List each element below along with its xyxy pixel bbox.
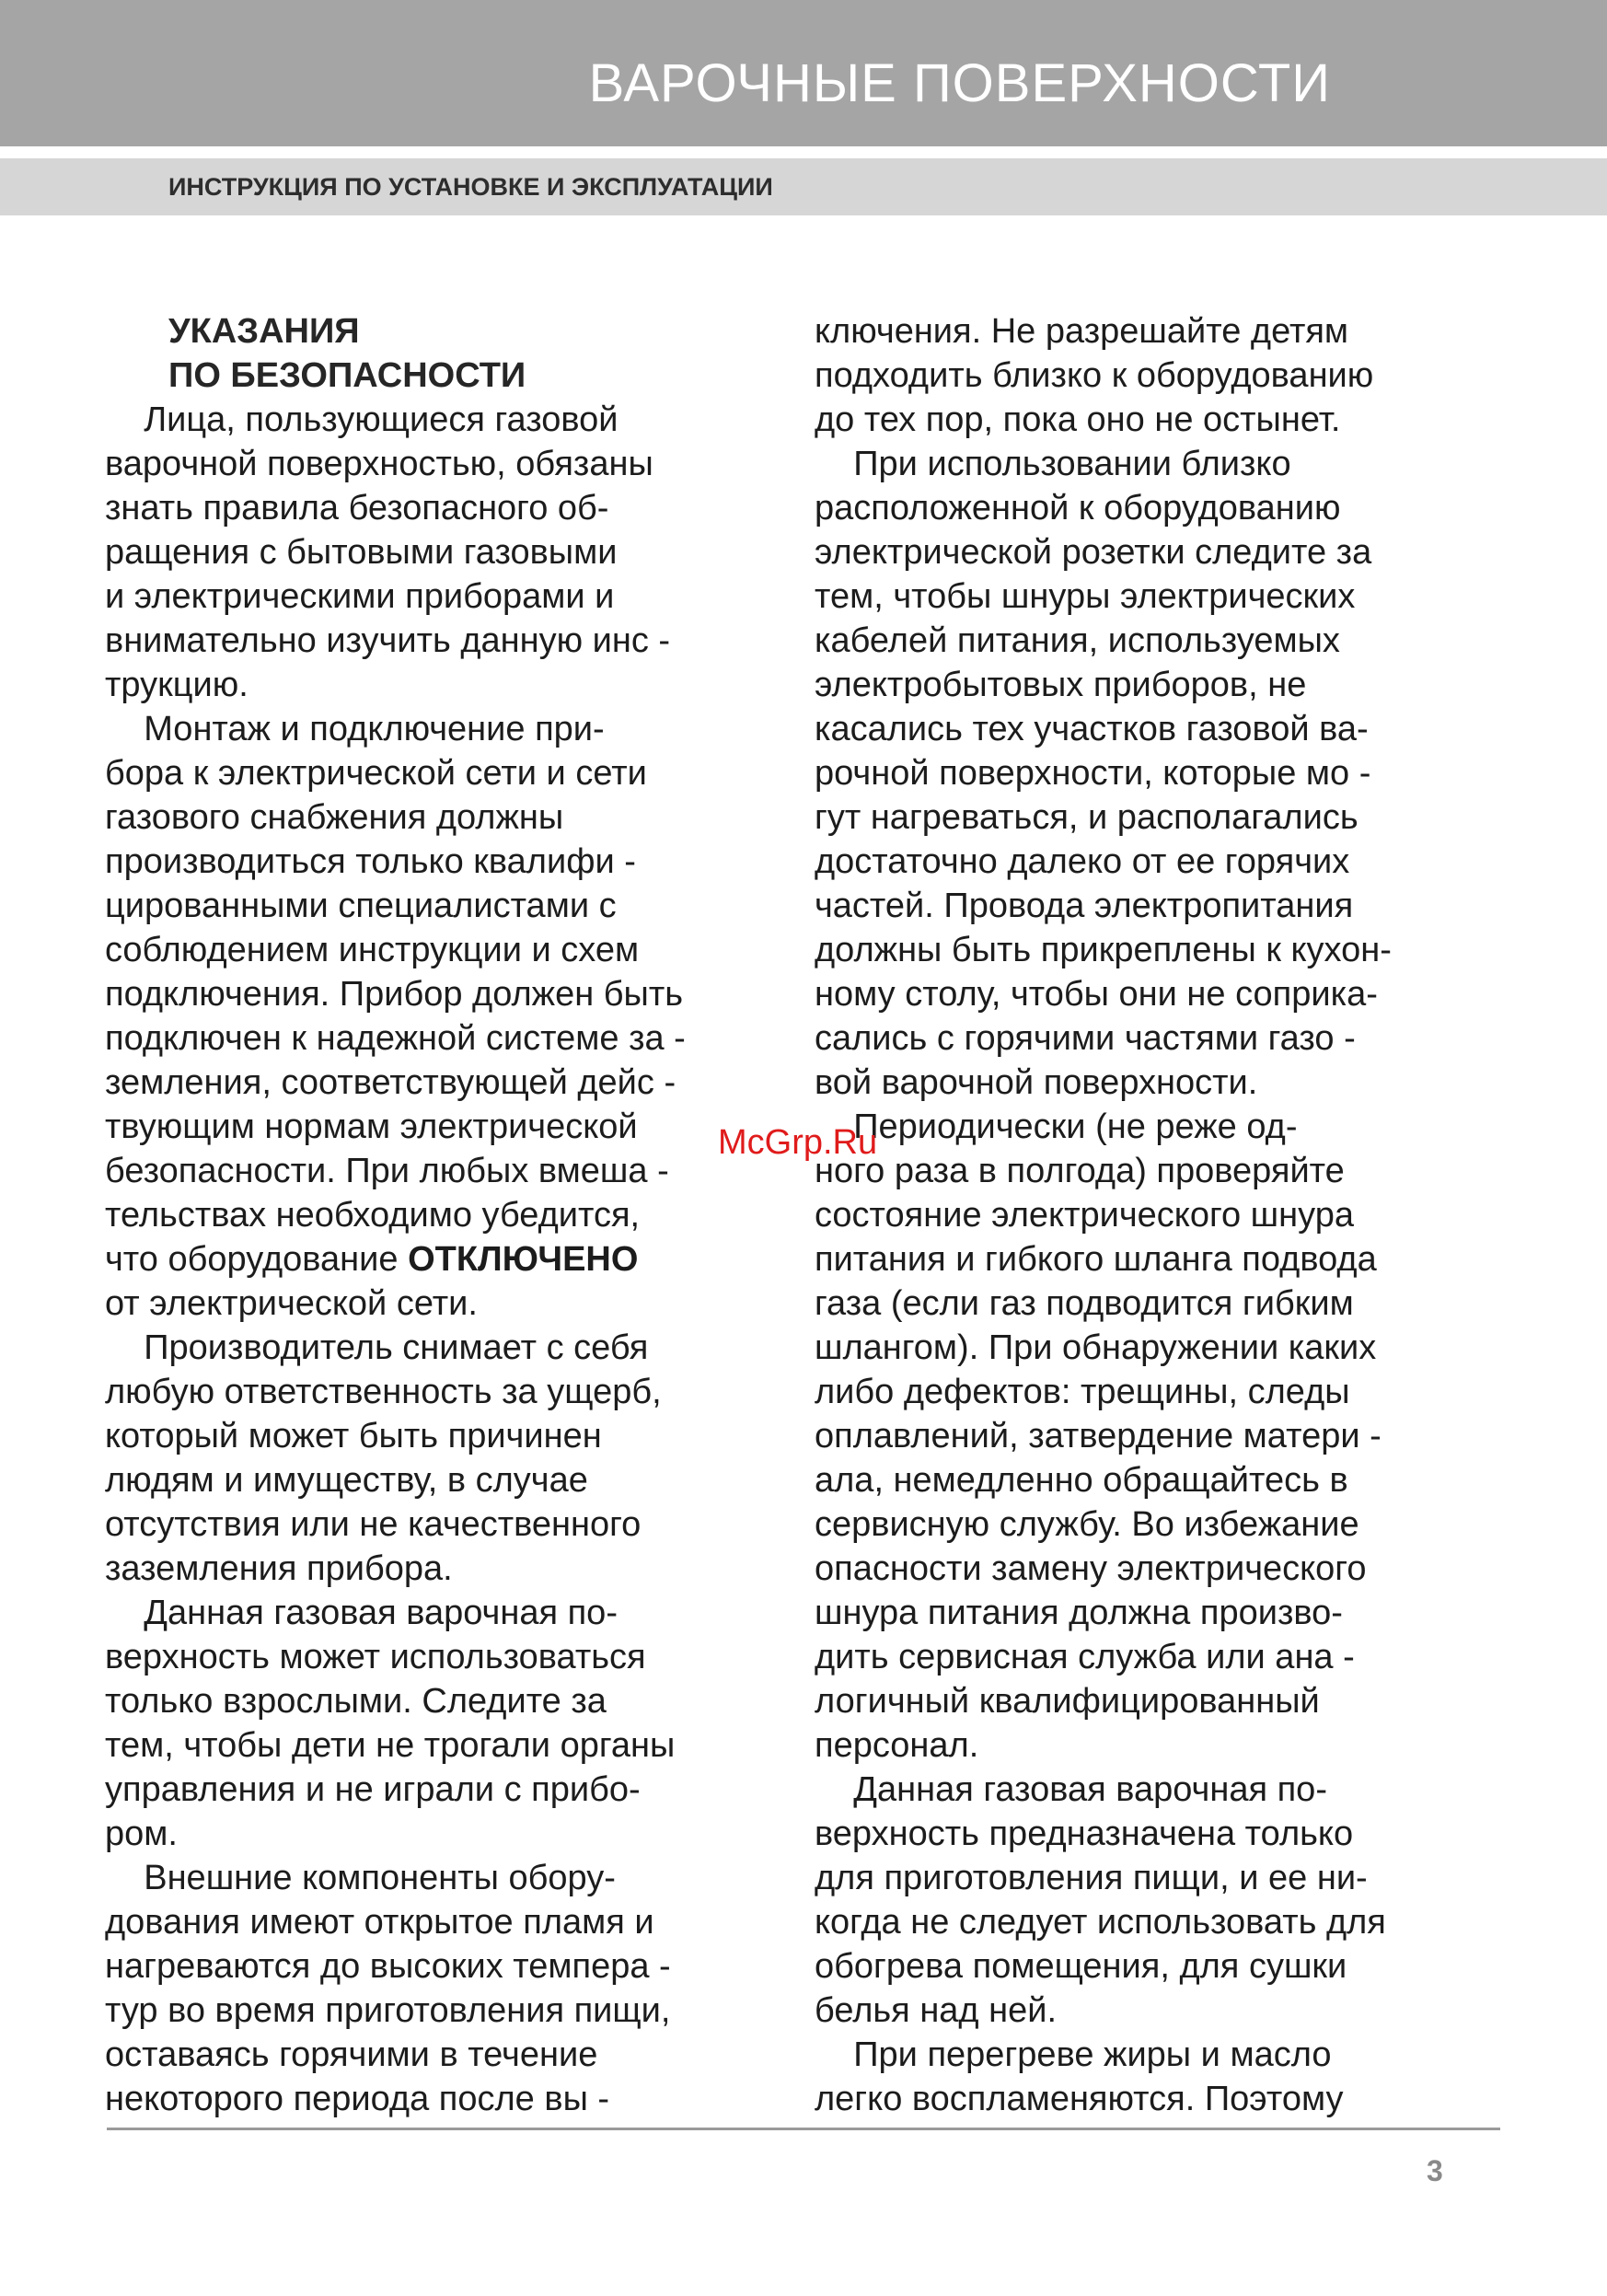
paragraph-line: должны быть прикреплены к кухон-	[815, 931, 1392, 969]
document-subtitle: ИНСТРУКЦИЯ ПО УСТАНОВКЕ И ЭКСПЛУАТАЦИИ	[168, 173, 773, 201]
paragraph-line: верхность может использоваться	[105, 1638, 646, 1676]
paragraph-line: Производитель снимает с себя	[105, 1328, 649, 1367]
paragraph-line-with-emphasis	[105, 1237, 749, 1281]
section-heading: УКАЗАНИЯ	[168, 312, 360, 351]
paragraph-line: ала, немедленно обращайтесь в	[815, 1461, 1348, 1500]
paragraph-line: касались тех участков газовой ва-	[815, 710, 1369, 748]
paragraph-line: внимательно изучить данную инс -	[105, 621, 671, 660]
paragraph-line: трукцию.	[105, 666, 249, 704]
paragraph-line: подключен к надежной системе за -	[105, 1019, 686, 1058]
section-heading: ПО БЕЗОПАСНОСТИ	[168, 356, 526, 395]
paragraph-line: варочной поверхностью, обязаны	[105, 445, 653, 483]
paragraph-line: ром.	[105, 1815, 178, 1853]
paragraph-line: электробытовых приборов, не	[815, 666, 1307, 704]
paragraph-line: цированными специалистами с	[105, 887, 617, 925]
paragraph-line: заземления прибора.	[105, 1549, 453, 1588]
paragraph-line: рочной поверхности, которые мо -	[815, 754, 1371, 793]
paragraph-line: ращения с бытовыми газовыми	[105, 533, 618, 572]
paragraph-line: производиться только квалифи -	[105, 842, 636, 881]
paragraph-line: сервисную службу. Во избежание	[815, 1505, 1359, 1544]
paragraph-line: шлангом). При обнаружении каких	[815, 1328, 1377, 1367]
paragraph-line: ному столу, чтобы они не соприка-	[815, 975, 1378, 1014]
paragraph-line: управления и не играли с прибо-	[105, 1770, 641, 1809]
emphasis-word: ОТКЛЮЧЕНО	[408, 1240, 639, 1279]
paragraph-line: бора к электрической сети и сети	[105, 754, 647, 793]
paragraph-line: расположенной к оборудованию	[815, 489, 1341, 528]
paragraph-line: Внешние компоненты обору-	[105, 1859, 616, 1897]
paragraph-line: достаточно далеко от ее горячих	[815, 842, 1350, 881]
paragraph-line: который может быть причинен	[105, 1417, 602, 1455]
paragraph-line: для приготовления пищи, и ее ни-	[815, 1859, 1368, 1897]
paragraph-line: либо дефектов: трещины, следы	[815, 1373, 1350, 1411]
paragraph-line: Монтаж и подключение при-	[105, 710, 605, 748]
paragraph-line: тур во время приготовления пищи,	[105, 1991, 671, 2030]
paragraph-line: и электрическими приборами и	[105, 577, 615, 616]
paragraph-line: гут нагреваться, и располагались	[815, 798, 1358, 837]
paragraph-line: сались с горячими частями газо -	[815, 1019, 1356, 1058]
left-column	[105, 309, 749, 2121]
paragraph-line: до тех пор, пока оно не остынет.	[815, 400, 1341, 439]
paragraph-text: что оборудование	[105, 1240, 409, 1279]
paragraph-line: кабелей питания, используемых	[815, 621, 1340, 660]
paragraph-line: логичный квалифицированный	[815, 1682, 1320, 1721]
paragraph-line: подходить близко к оборудованию	[815, 356, 1374, 395]
paragraph-line: отсутствия или не качественного	[105, 1505, 642, 1544]
paragraph-line: белья над ней.	[815, 1991, 1058, 2030]
paragraph-line: любую ответственность за ущерб,	[105, 1373, 662, 1411]
paragraph-line: когда не следует использовать для	[815, 1903, 1386, 1942]
paragraph-line: легко воспламеняются. Поэтому	[815, 2080, 1344, 2118]
paragraph-line: некоторого периода после вы -	[105, 2080, 610, 2118]
footer-divider	[107, 2128, 1500, 2130]
paragraph-line: При использовании близко	[815, 445, 1291, 483]
paragraph-line: персонал.	[815, 1726, 979, 1765]
paragraph-line: газового снабжения должны	[105, 798, 564, 837]
paragraph-line: опасности замену электрического	[815, 1549, 1367, 1588]
paragraph-line: безопасности. При любых вмеша -	[105, 1152, 669, 1190]
paragraph-line: Данная газовая варочная по-	[105, 1594, 618, 1632]
watermark-text: McGrp.Ru	[718, 1123, 878, 1162]
paragraph-line: ключения. Не разрешайте детям	[815, 312, 1349, 351]
paragraph-line: подключения. Прибор должен быть	[105, 975, 684, 1014]
paragraph-line: только взрослыми. Следите за	[105, 1682, 607, 1721]
document-title: ВАРОЧНЫЕ ПОВЕРХНОСТИ	[588, 53, 1331, 113]
paragraph-line: вой варочной поверхности.	[815, 1063, 1258, 1102]
paragraph-line: обогрева помещения, для сушки	[815, 1947, 1347, 1986]
paragraph-line: тем, чтобы шнуры электрических	[815, 577, 1356, 616]
paragraph-line: оставаясь горячими в течение	[105, 2035, 598, 2074]
paragraph-line: Данная газовая варочная по-	[815, 1770, 1327, 1809]
paragraph-line: дования имеют открытое пламя и	[105, 1903, 654, 1942]
paragraph-line: шнура питания должна произво-	[815, 1594, 1343, 1632]
paragraph-line: Лица, пользующиеся газовой	[105, 400, 619, 439]
paragraph-line: электрической розетки следите за	[815, 533, 1372, 572]
paragraph-line: верхность предназначена только	[815, 1815, 1354, 1853]
paragraph-line: людям и имуществу, в случае	[105, 1461, 588, 1500]
paragraph-line: знать правила безопасного об-	[105, 489, 609, 528]
paragraph-line: ного раза в полгода) проверяйте	[815, 1152, 1345, 1190]
paragraph-line: состояние электрического шнура	[815, 1196, 1354, 1235]
right-column	[815, 309, 1514, 2121]
paragraph-line: соблюдением инструкции и схем	[105, 931, 640, 969]
paragraph-line: При перегреве жиры и масло	[815, 2035, 1332, 2074]
paragraph-line: земления, соответствующей дейс -	[105, 1063, 676, 1102]
paragraph-line: оплавлений, затвердение матери -	[815, 1417, 1382, 1455]
paragraph-line: дить сервисная служба или ана -	[815, 1638, 1355, 1676]
paragraph-line: Периодически (не реже од-	[815, 1107, 1298, 1146]
paragraph-line: тельствах необходимо убедится,	[105, 1196, 641, 1235]
paragraph-line: от электрической сети.	[105, 1284, 478, 1323]
paragraph-line: питания и гибкого шланга подвода	[815, 1240, 1377, 1279]
paragraph-line: частей. Провода электропитания	[815, 887, 1354, 925]
paragraph-line: тем, чтобы дети не трогали органы	[105, 1726, 676, 1765]
paragraph-line: газа (если газ подводится гибким	[815, 1284, 1354, 1323]
page-number: 3	[1427, 2154, 1443, 2187]
paragraph-line: твующим нормам электрической	[105, 1107, 638, 1146]
paragraph-line: нагреваются до высоких темпера -	[105, 1947, 671, 1986]
